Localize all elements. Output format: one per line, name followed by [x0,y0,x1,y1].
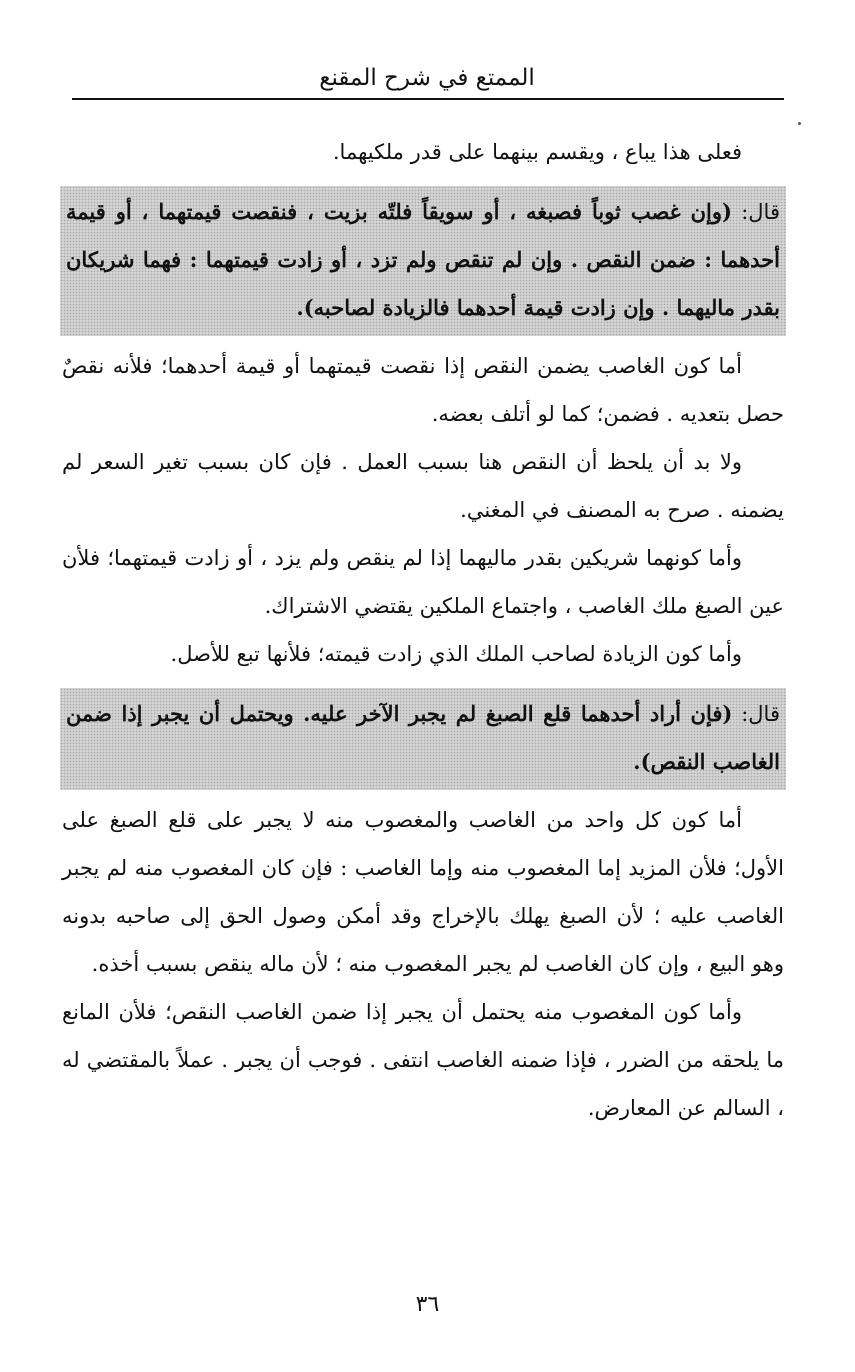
header-rule [72,98,784,100]
running-head-title: الممتع في شرح المقنع [319,65,535,91]
paragraph-partnership: وأما كونهما شريكين بقدر ماليهما إذا لم ينقص ولم يزد ، أو زادت قيمتهما؛ فلأن عين الصبغ ملك الغاصب ، واجتماع الملكين يقتضي الاشتراك. [62,546,784,618]
paragraph-possible-compulsion: وأما كون المغصوب منه يحتمل أن يجبر إذا ضمن الغاصب النقص؛ فلأن المانع ما يلحقه من الضرر ، فإذا ضمنه الغاصب انتفى . فوجب أن يجبر . عملاً بالمقتضي له ، السالم عن المعارض. [62,1000,784,1120]
quote-text: (فإن أراد أحدهما قلع الصبغ لم يجبر الآخر عليه. ويحتمل أن يجبر إذا ضمن الغاصب النقص). [66,701,780,774]
quote-lead: قال: [731,200,780,224]
paragraph-sale-division: فعلى هذا يباع ، ويقسم بينهما على قدر ملكيهما. [332,140,742,164]
scan-speck [798,122,801,125]
page-number: ٣٦ [415,1292,440,1317]
quote-text: (وإن غصب ثوباً فصبغه ، أو سويقاً فلتّه بزيت ، فنقصت قيمتهما ، أو قيمة أحدهما : ضمن النقص . وإن لم تنقص ولم تزد ، أو زادت قيمتهما : فهما شريكان بقدر ماليهما . وإن زادت قيمة أحدهما فالزيادة لصاحبه). [66,199,780,320]
page-body [62,128,784,1132]
matn-quote-removal [60,688,786,790]
paragraph-cause-of-decrease: ولا بد أن يلحظ أن النقص هنا بسبب العمل . فإن كان بسبب تغير السعر لم يضمنه . صرح به المصنف في المغني. [62,450,784,522]
paragraph-no-compulsion: أما كون كل واحد من الغاصب والمغصوب منه لا يجبر على قلع الصبغ على الأول؛ فلأن المزيد إما المغصوب منه وإما الغاصب : فإن كان المغصوب منه لم يجبر الغاصب عليه ؛ لأن الصبغ يهلك بالإخراج وقد أمكن وصول الحق إلى صاحبه بدونه وهو البيع ، وإن كان الغاصب لم يجبر المغصوب منه ؛ لأن ماله ينقص بسبب أخذه. [62,808,784,976]
paragraph-increase-owner: وأما كون الزيادة لصاحب الملك الذي زادت قيمته؛ فلأنها تبع للأصل. [170,642,742,666]
paragraph-liability-decrease: أما كون الغاصب يضمن النقص إذا نقصت قيمتهما أو قيمة أحدهما؛ فلأنه نقصٌ حصل بتعديه . فضمن؛ كما لو أتلف بعضه. [62,354,784,426]
quote-lead: قال: [732,702,780,726]
matn-quote-dyeing [60,186,786,336]
